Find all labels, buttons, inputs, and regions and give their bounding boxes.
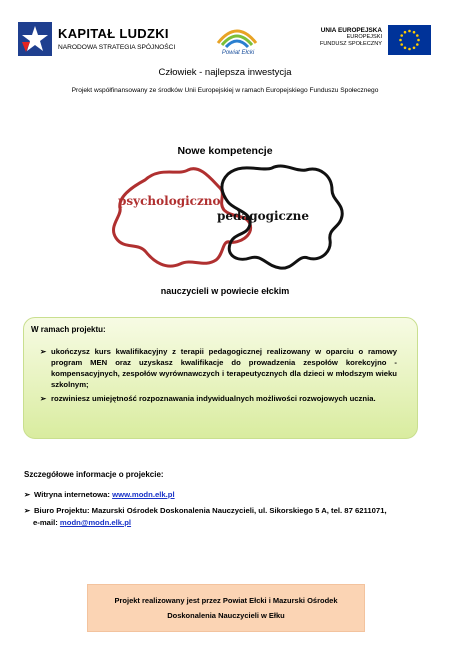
powiat-elcki-logo: [214, 21, 260, 51]
puzzle-graphic: [100, 158, 350, 288]
puzzle-bottom-title: nauczycieli w powiecie ełckim: [160, 286, 290, 296]
email-row: [33, 518, 131, 527]
arrow-bullet-icon: ➢: [40, 347, 47, 356]
list-item-text: rozwiniesz umiejętność rozpoznawania indywidualnych możliwości rozwojowych ucznia.: [51, 394, 376, 403]
arrow-bullet-icon: ➢: [40, 394, 47, 403]
puzzle-right-word: pedagogiczne: [217, 209, 310, 223]
eu-flag-icon: [388, 25, 431, 55]
footer-line1: Projekt realizowany jest przez Powiat Ełcki i Mazurski Ośrodek: [114, 596, 338, 605]
email-label: e-mail:: [33, 518, 60, 527]
powiat-elcki-label: Powiat Ełcki: [221, 50, 255, 56]
footer-text: [87, 593, 365, 623]
kapital-ludzki-subtitle: NARODOWA STRATEGIA SPÓJNOŚCI: [58, 44, 176, 51]
website-label: Witryna internetowa:: [34, 490, 113, 499]
office-text: Biuro Projektu: Mazurski Ośrodek Doskonalenia Nauczycieli, ul. Sikorskiego 5 A, tel. 87 6211071,: [34, 506, 387, 515]
footer-line2: Doskonalenia Nauczycieli w Ełku: [167, 611, 285, 620]
website-link[interactable]: www.modn.elk.pl: [112, 490, 175, 499]
kapital-ludzki-title: KAPITAŁ LUDZKI: [58, 26, 169, 41]
cofinance-note: Projekt współfinansowany ze środków Unii Europejskiej w ramach Europejskiego Funduszu Społecznego: [71, 87, 379, 94]
website-row: [24, 490, 175, 499]
puzzle-left-word: psychologiczno: [118, 194, 221, 208]
ue-line3: FUNDUSZ SPOŁECZNY: [319, 41, 382, 47]
list-item-text: ukończysz kurs kwalifikacyjny z terapii pedagogicznej realizowany w oparciu o ramowy program MEN oraz uzyskasz kwalifikacje do prowadzenia zespołów korekcyjno - kompensacyjnych, zespołów wyrównawczych i terapeutycznych dla dzieci w młodszym wieku szkolnym;: [51, 347, 397, 389]
ue-line1: UNIA EUROPEJSKA: [320, 27, 382, 34]
arrow-bullet-icon: ➢: [24, 490, 31, 499]
email-link[interactable]: modn@modn.elk.pl: [59, 518, 132, 527]
kapital-ludzki-logo: [18, 22, 52, 56]
project-list: [40, 346, 397, 407]
office-row: [24, 506, 387, 515]
puzzle-top-title: Nowe kompetencje: [177, 145, 273, 157]
list-item: [40, 346, 397, 390]
ue-label: [286, 27, 382, 48]
list-item: [40, 393, 397, 404]
project-box-title: W ramach projektu:: [31, 325, 106, 334]
ue-line2: EUROPEJSKI: [346, 34, 382, 40]
arrow-bullet-icon: ➢: [24, 506, 31, 515]
info-title: Szczegółowe informacje o projekcie:: [24, 470, 164, 479]
slogan: Człowiek - najlepsza inwestycja: [158, 67, 292, 78]
